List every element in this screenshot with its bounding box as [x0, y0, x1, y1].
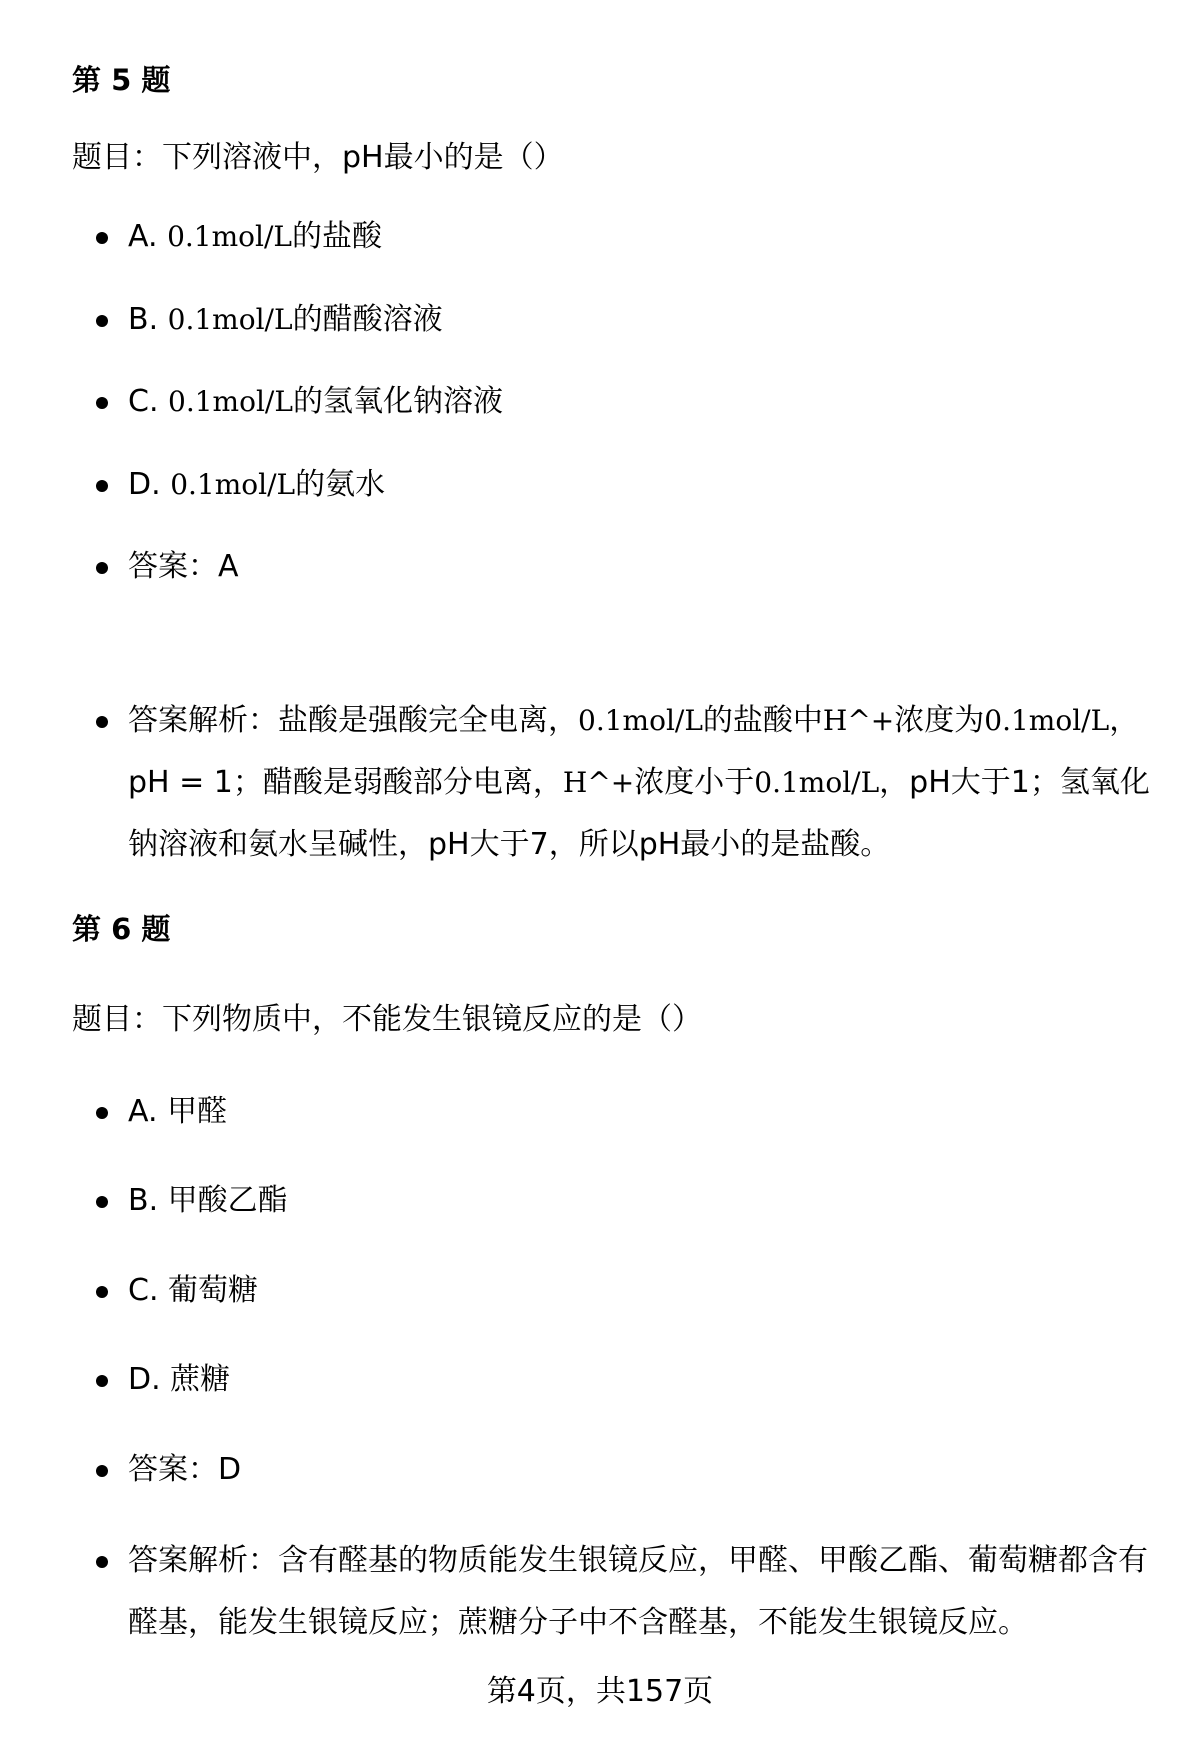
- concentration: 0.1mol/L: [167, 220, 292, 253]
- question-5-heading: 第 5 题: [72, 63, 171, 97]
- question-5-text: 题目：下列溶液中，pH最小的是（）: [72, 140, 564, 175]
- bullet-icon: [96, 1375, 108, 1387]
- bullet-icon: [96, 480, 108, 492]
- concentration: 0.1mol/L: [168, 385, 293, 418]
- bullet-icon: [96, 1465, 108, 1477]
- option-text: 的盐酸: [292, 219, 382, 254]
- option-text: B. 甲酸乙酯: [128, 1183, 288, 1218]
- bullet-icon: [96, 315, 108, 327]
- option-prefix: A.: [128, 219, 168, 254]
- bullet-icon: [96, 562, 108, 574]
- page-footer: 第4页，共157页: [486, 1674, 714, 1709]
- option-prefix: B.: [128, 302, 168, 337]
- option-prefix: D.: [128, 467, 171, 502]
- bullet-icon: [96, 1107, 108, 1119]
- option-text: 的氨水: [295, 467, 386, 502]
- question-6-heading: 第 6 题: [72, 912, 171, 946]
- option-text: C. 葡萄糖: [128, 1273, 259, 1308]
- bullet-icon: [96, 232, 108, 244]
- option-text: 的氢氧化钠溶液: [292, 384, 503, 419]
- explanation-text: 答案解析：盐酸是强酸完全电离，0.1mol/L的盐酸中H^+浓度为0.1mol/L，pH = 1；醋酸是弱酸部分电离，H^+浓度小于0.1mol/L，pH大于1；氢氧化钠溶液和氨水呈碱性，pH大于7，所以pH最小的是盐酸。: [128, 703, 1150, 862]
- concentration: 0.1mol/L: [170, 468, 296, 501]
- option-prefix: C.: [128, 384, 169, 419]
- bullet-icon: [96, 716, 108, 728]
- bullet-icon: [96, 1556, 108, 1568]
- explanation-text: 答案解析：含有醛基的物质能发生银镜反应，甲醛、甲酸乙酯、葡萄糖都含有醛基，能发生银镜反应；蔗糖分子中不含醛基，不能发生银镜反应。: [128, 1543, 1148, 1640]
- bullet-icon: [96, 1286, 108, 1298]
- concentration: 0.1mol/L: [167, 303, 293, 336]
- option-text: 的醋酸溶液: [292, 302, 443, 337]
- option-text: A. 甲醛: [128, 1094, 228, 1129]
- bullet-icon: [96, 397, 108, 409]
- answer-text: 答案：D: [128, 1452, 242, 1487]
- question-6-text: 题目：下列物质中，不能发生银镜反应的是（）: [72, 1002, 702, 1037]
- option-text: D. 蔗糖: [128, 1362, 231, 1397]
- answer-text: 答案：A: [128, 549, 239, 584]
- bullet-icon: [96, 1196, 108, 1208]
